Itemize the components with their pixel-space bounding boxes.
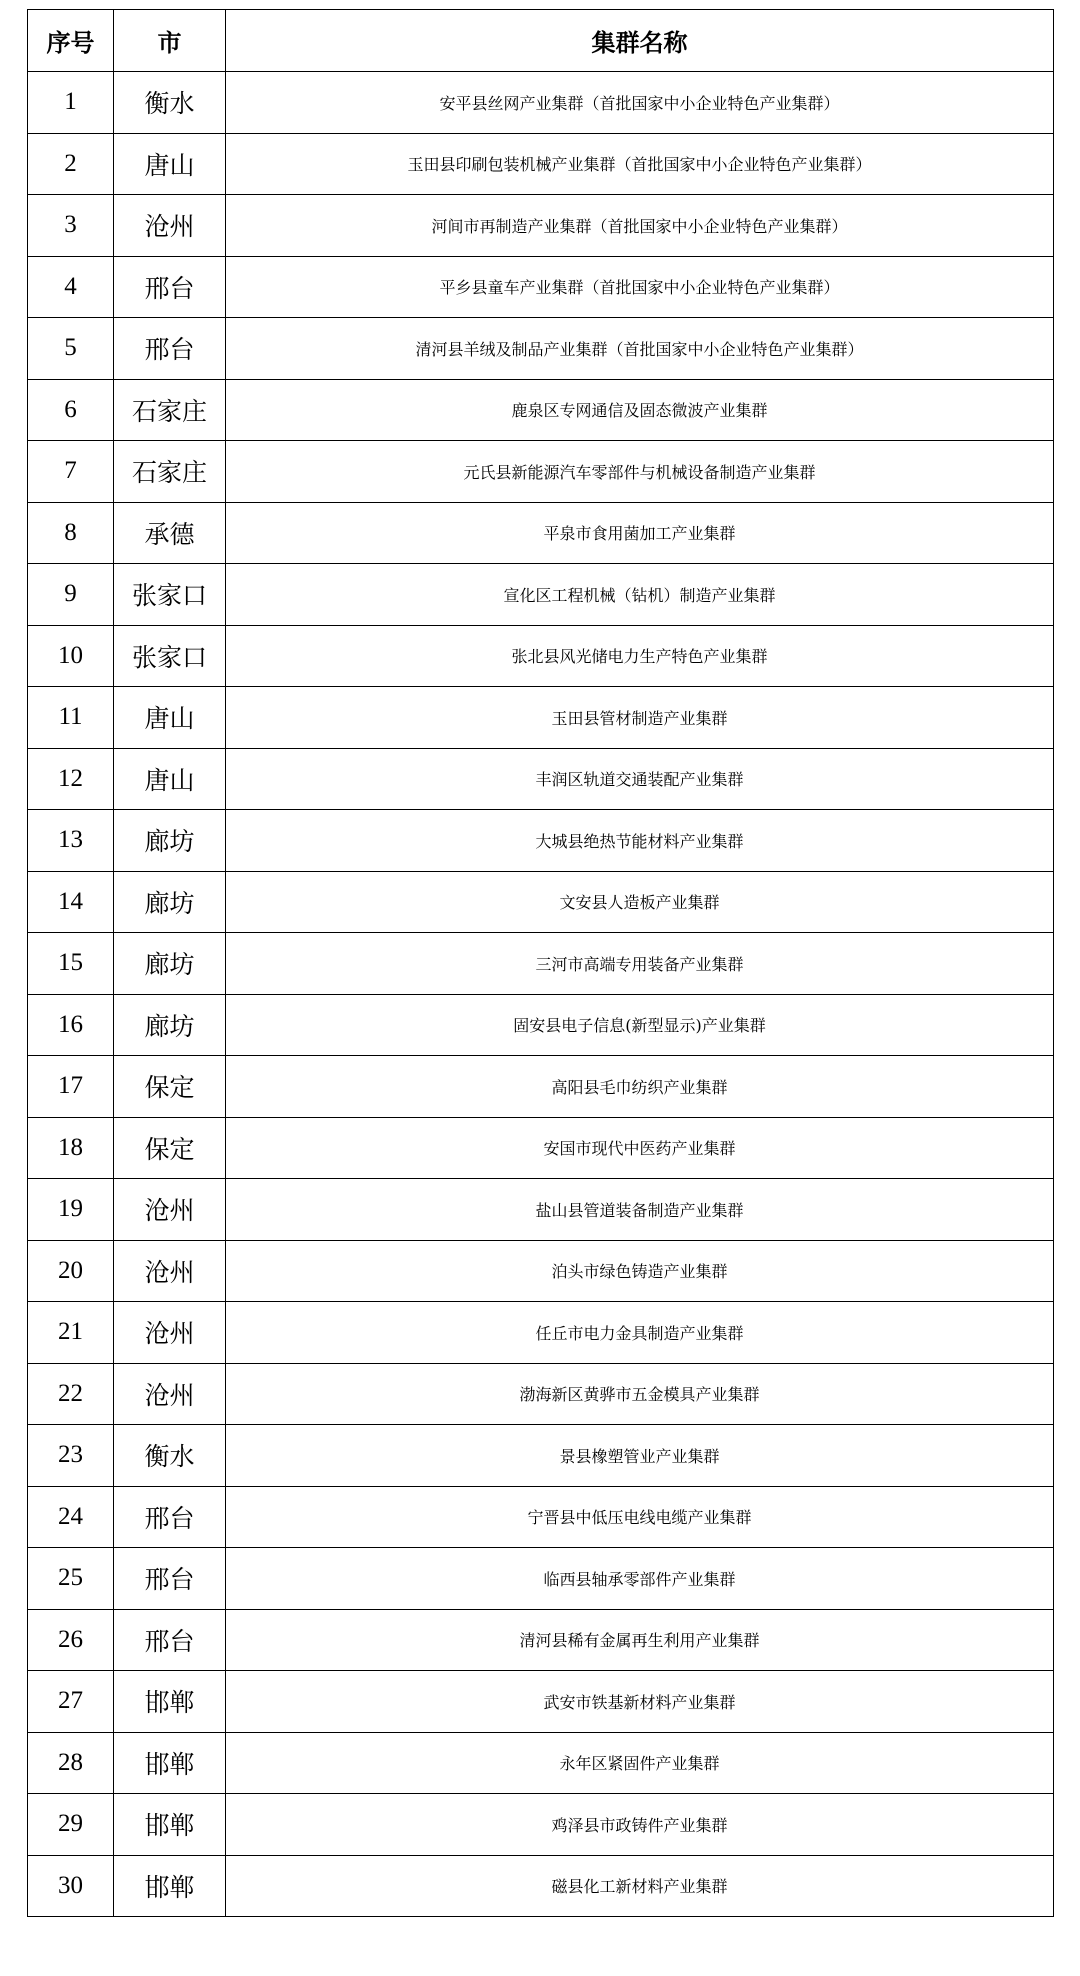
cell-cluster-name: 宁晋县中低压电线电缆产业集群 [226,1486,1054,1548]
table-row [28,441,1054,503]
cell-city: 衡水 [114,1425,226,1487]
table-row [28,810,1054,872]
cell-cluster-name: 高阳县毛巾纺织产业集群 [226,1056,1054,1118]
cell-cluster-name: 临西县轴承零部件产业集群 [226,1548,1054,1610]
cell-city: 邯郸 [114,1671,226,1733]
table-row [28,625,1054,687]
table-row [28,1425,1054,1487]
cell-cluster-name: 永年区紧固件产业集群 [226,1732,1054,1794]
cell-cluster-name: 安平县丝网产业集群（首批国家中小企业特色产业集群） [226,72,1054,134]
cell-cluster-name: 宣化区工程机械（钻机）制造产业集群 [226,564,1054,626]
cell-serial-number: 19 [28,1179,114,1241]
cell-city: 邯郸 [114,1794,226,1856]
cell-cluster-name: 大城县绝热节能材料产业集群 [226,810,1054,872]
cell-city: 衡水 [114,72,226,134]
table-row [28,318,1054,380]
cell-serial-number: 29 [28,1794,114,1856]
cell-city: 廊坊 [114,810,226,872]
table-row [28,1609,1054,1671]
table-row [28,1855,1054,1917]
cell-cluster-name: 固安县电子信息(新型显示)产业集群 [226,994,1054,1056]
cell-cluster-name: 玉田县管材制造产业集群 [226,687,1054,749]
cell-serial-number: 16 [28,994,114,1056]
cell-cluster-name: 景县橡塑管业产业集群 [226,1425,1054,1487]
table-row [28,1240,1054,1302]
cell-cluster-name: 安国市现代中医药产业集群 [226,1117,1054,1179]
cell-city: 沧州 [114,1302,226,1364]
table-row [28,1056,1054,1118]
cell-city: 邢台 [114,1609,226,1671]
cell-cluster-name: 张北县风光储电力生产特色产业集群 [226,625,1054,687]
cell-cluster-name: 盐山县管道装备制造产业集群 [226,1179,1054,1241]
table-row [28,379,1054,441]
table-row [28,256,1054,318]
table-row [28,1363,1054,1425]
header-row [28,10,1054,72]
table-row [28,933,1054,995]
cell-city: 邯郸 [114,1855,226,1917]
table-row [28,72,1054,134]
table-row [28,1179,1054,1241]
cell-serial-number: 11 [28,687,114,749]
cell-serial-number: 21 [28,1302,114,1364]
cell-cluster-name: 元氏县新能源汽车零部件与机械设备制造产业集群 [226,441,1054,503]
cell-cluster-name: 玉田县印刷包装机械产业集群（首批国家中小企业特色产业集群） [226,133,1054,195]
cell-serial-number: 13 [28,810,114,872]
cluster-table [27,9,1054,1917]
cell-city: 邢台 [114,256,226,318]
table-row [28,133,1054,195]
cell-serial-number: 8 [28,502,114,564]
table-row [28,1548,1054,1610]
table-row [28,687,1054,749]
cell-serial-number: 3 [28,195,114,257]
cell-serial-number: 10 [28,625,114,687]
cell-serial-number: 17 [28,1056,114,1118]
header-cluster-name: 集群名称 [226,10,1054,72]
table-row [28,195,1054,257]
cell-city: 张家口 [114,625,226,687]
cell-serial-number: 6 [28,379,114,441]
cell-cluster-name: 鸡泽县市政铸件产业集群 [226,1794,1054,1856]
cell-city: 唐山 [114,748,226,810]
cell-serial-number: 4 [28,256,114,318]
cell-city: 保定 [114,1056,226,1118]
cell-city: 廊坊 [114,933,226,995]
cell-cluster-name: 丰润区轨道交通装配产业集群 [226,748,1054,810]
cell-city: 张家口 [114,564,226,626]
table-row [28,748,1054,810]
cell-city: 沧州 [114,1240,226,1302]
cell-cluster-name: 河间市再制造产业集群（首批国家中小企业特色产业集群） [226,195,1054,257]
cell-city: 沧州 [114,195,226,257]
cell-serial-number: 2 [28,133,114,195]
cell-city: 廊坊 [114,871,226,933]
cell-serial-number: 20 [28,1240,114,1302]
cell-city: 保定 [114,1117,226,1179]
table-row [28,1117,1054,1179]
cell-serial-number: 26 [28,1609,114,1671]
cell-cluster-name: 渤海新区黄骅市五金模具产业集群 [226,1363,1054,1425]
cell-city: 石家庄 [114,441,226,503]
header-serial-number: 序号 [28,10,114,72]
table-header [28,10,1054,72]
cell-cluster-name: 文安县人造板产业集群 [226,871,1054,933]
table-row [28,1302,1054,1364]
cell-city: 邢台 [114,1486,226,1548]
cell-serial-number: 7 [28,441,114,503]
cell-serial-number: 14 [28,871,114,933]
cell-serial-number: 12 [28,748,114,810]
cell-serial-number: 1 [28,72,114,134]
cell-serial-number: 28 [28,1732,114,1794]
cell-serial-number: 18 [28,1117,114,1179]
cell-cluster-name: 鹿泉区专网通信及固态微波产业集群 [226,379,1054,441]
cell-serial-number: 30 [28,1855,114,1917]
table-row [28,994,1054,1056]
table-body [28,72,1054,1917]
cell-serial-number: 23 [28,1425,114,1487]
cell-serial-number: 15 [28,933,114,995]
table-row [28,1486,1054,1548]
cell-city: 廊坊 [114,994,226,1056]
table-row [28,871,1054,933]
table-row [28,1671,1054,1733]
table-row [28,502,1054,564]
cell-serial-number: 5 [28,318,114,380]
cell-serial-number: 24 [28,1486,114,1548]
cluster-table-container [27,9,1053,1917]
cell-city: 石家庄 [114,379,226,441]
cell-cluster-name: 泊头市绿色铸造产业集群 [226,1240,1054,1302]
cell-city: 沧州 [114,1363,226,1425]
table-row [28,1794,1054,1856]
header-city: 市 [114,10,226,72]
cell-cluster-name: 清河县羊绒及制品产业集群（首批国家中小企业特色产业集群） [226,318,1054,380]
cell-serial-number: 27 [28,1671,114,1733]
table-row [28,1732,1054,1794]
cell-cluster-name: 平泉市食用菌加工产业集群 [226,502,1054,564]
cell-city: 邯郸 [114,1732,226,1794]
cell-serial-number: 9 [28,564,114,626]
cell-city: 承德 [114,502,226,564]
cell-cluster-name: 磁县化工新材料产业集群 [226,1855,1054,1917]
cell-cluster-name: 清河县稀有金属再生利用产业集群 [226,1609,1054,1671]
cell-city: 沧州 [114,1179,226,1241]
cell-serial-number: 25 [28,1548,114,1610]
cell-city: 邢台 [114,1548,226,1610]
table-row [28,564,1054,626]
cell-city: 唐山 [114,133,226,195]
cell-cluster-name: 平乡县童车产业集群（首批国家中小企业特色产业集群） [226,256,1054,318]
cell-city: 邢台 [114,318,226,380]
cell-cluster-name: 武安市铁基新材料产业集群 [226,1671,1054,1733]
cell-serial-number: 22 [28,1363,114,1425]
cell-city: 唐山 [114,687,226,749]
cell-cluster-name: 任丘市电力金具制造产业集群 [226,1302,1054,1364]
cell-cluster-name: 三河市高端专用装备产业集群 [226,933,1054,995]
